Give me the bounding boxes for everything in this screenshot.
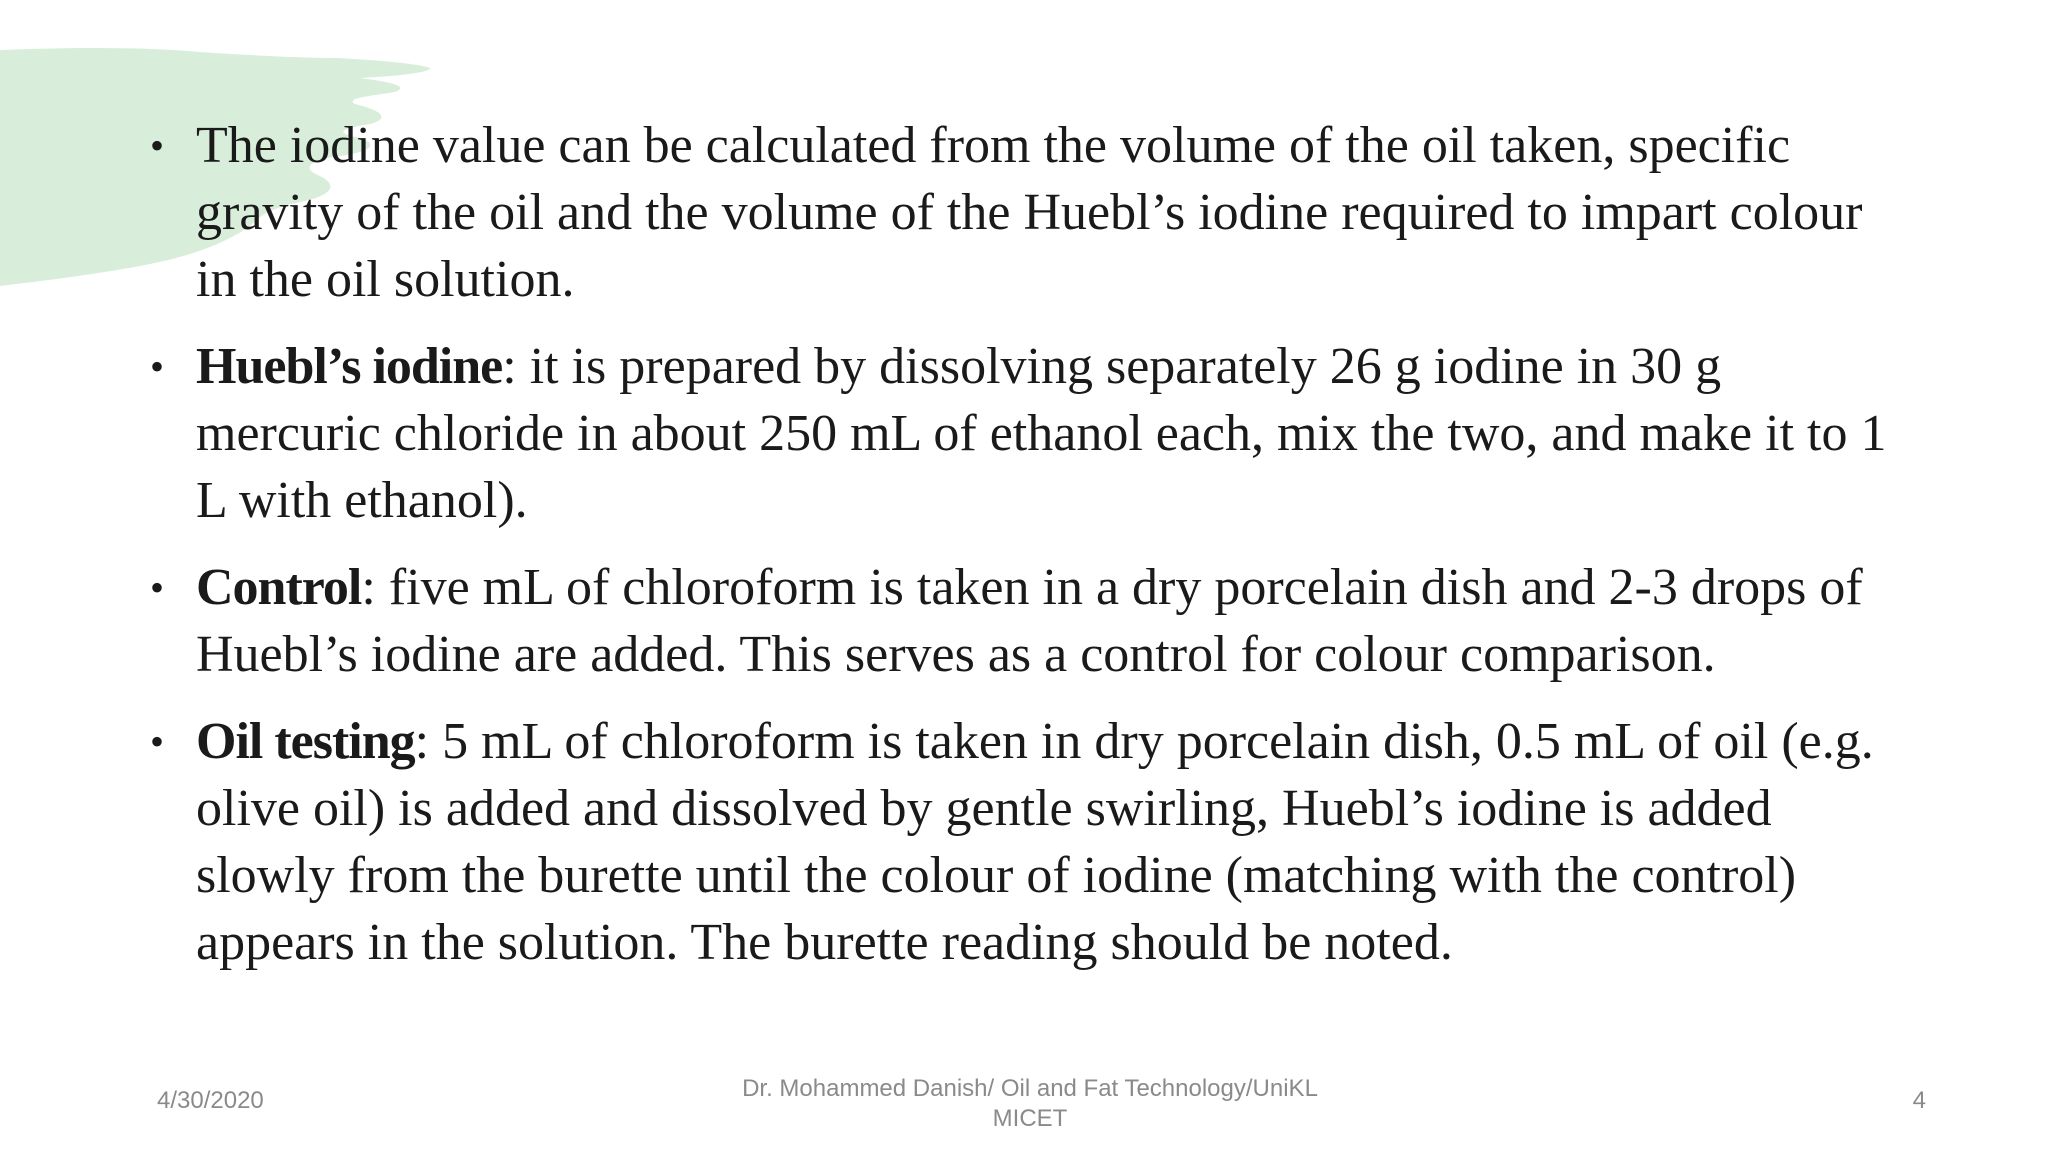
bullet-term: Control [196,559,362,616]
bullet-text: : five mL of chloroform is taken in a dry porcelain dish and 2-3 drops of Huebl’s iodine are added. This serves as a control for colour comparison. [196,559,1863,683]
footer-center-line-2: MICET [992,1105,1068,1132]
bullet-item-iodine-value [150,112,1910,313]
bullet-term: Oil testing [196,713,415,770]
bullet-item-oil-testing [150,708,1910,976]
bullet-marker: • [150,719,165,764]
footer-center-line-1: Dr. Mohammed Danish/ Oil and Fat Technology/UniKL [742,1075,1318,1102]
bullet-text: : 5 mL of chloroform is taken in dry porcelain dish, 0.5 mL of oil (e.g. olive oil) is added and dissolved by gentle swirling, Huebl’s iodine is added slowly from the burette until the colour of iodine (matching with the control) appears in the solution. The burette reading should be noted. [196,713,1874,971]
bullet-marker: • [150,344,165,389]
bullet-item-huebls-iodine [150,333,1910,534]
bullet-text: The iodine value can be calculated from the volume of the oil taken, specific gravity of the oil and the volume of the Huebl’s iodine required to impart colour in the oil solution. [196,117,1863,308]
bullet-item-control [150,554,1910,688]
bullet-marker: • [150,123,165,168]
footer-author-course [680,1074,1380,1134]
bullet-list [150,112,1910,996]
bullet-text: : it is prepared by dissolving separately 26 g iodine in 30 g mercuric chloride in about 250 mL of ethanol each, mix the two, and make it to 1 L with ethanol). [196,338,1887,529]
footer-date: 4/30/2020 [157,1087,264,1114]
bullet-marker: • [150,565,165,610]
slide-number: 4 [1912,1087,1926,1114]
bullet-term: Huebl’s iodine [196,338,503,395]
